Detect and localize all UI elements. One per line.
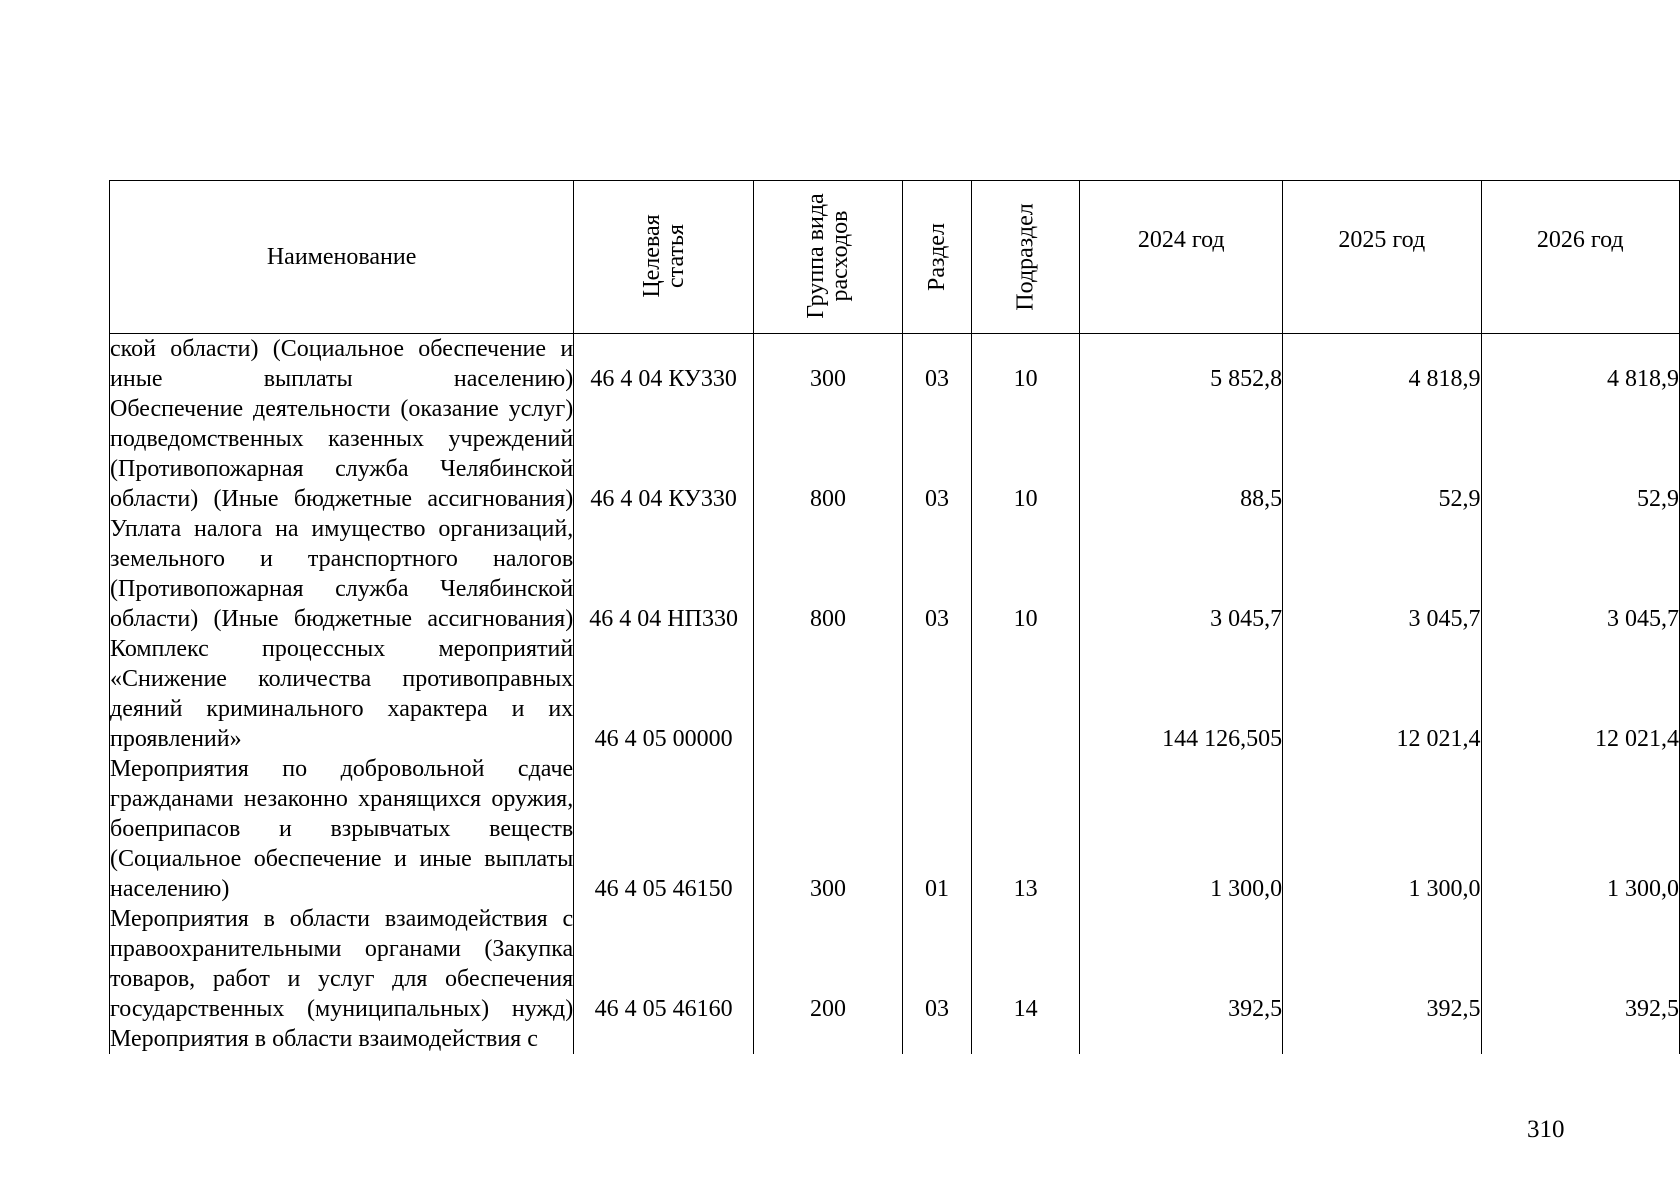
row-expense-group: 800 (754, 394, 903, 514)
row-subsection: 14 (971, 904, 1079, 1024)
header-expense-group-label: Группа вида расходов (803, 192, 854, 319)
table-row (110, 904, 1680, 1024)
header-year-2026: 2026 год (1481, 181, 1679, 334)
page-number: 310 (1527, 1116, 1565, 1143)
row-expense-group: 800 (754, 514, 903, 634)
table-row (110, 394, 1680, 514)
row-amount-2026: 392,5 (1481, 904, 1679, 1024)
row-target-article: 46 4 04 НП330 (574, 514, 754, 634)
row-section: 03 (903, 904, 972, 1024)
row-section (903, 1024, 972, 1054)
row-name: Мероприятия в области взаимодействия с правоохранительными органами (Закупка товаров, работ и услуг для обеспечения государственных (муниципальных) нужд) (110, 906, 574, 1022)
row-subsection: 10 (971, 334, 1079, 395)
row-name: Уплата налога на имущество организаций, земельного и транспортного налогов (Противопожарная служба Челябинской области) (Иные бюджетные ассигнования) (110, 516, 574, 632)
row-amount-2025 (1283, 1024, 1481, 1054)
row-subsection: 10 (971, 394, 1079, 514)
row-amount-2024: 5 852,8 (1080, 334, 1283, 395)
row-subsection: 13 (971, 754, 1079, 904)
table-row (110, 634, 1680, 754)
header-row (110, 181, 1680, 334)
row-expense-group: 300 (754, 334, 903, 395)
row-section: 03 (903, 514, 972, 634)
header-section-label: Раздел (923, 223, 950, 291)
row-expense-group (754, 1024, 903, 1054)
row-amount-2025: 12 021,4 (1283, 634, 1481, 754)
budget-table (109, 180, 1680, 1054)
row-amount-2026: 1 300,0 (1481, 754, 1679, 904)
row-target-article: 46 4 05 46150 (574, 754, 754, 904)
row-target-article: 46 4 05 46160 (574, 904, 754, 1024)
row-amount-2026: 12 021,4 (1481, 634, 1679, 754)
header-section (903, 181, 972, 334)
row-subsection (971, 1024, 1079, 1054)
row-section (903, 634, 972, 754)
row-amount-2025: 1 300,0 (1283, 754, 1481, 904)
row-amount-2026: 52,9 (1481, 394, 1679, 514)
header-subsection (971, 181, 1079, 334)
row-amount-2026: 3 045,7 (1481, 514, 1679, 634)
row-amount-2024: 1 300,0 (1080, 754, 1283, 904)
row-subsection (971, 634, 1079, 754)
row-expense-group: 200 (754, 904, 903, 1024)
row-name: Мероприятия по добровольной сдаче гражданами незаконно хранящихся оружия, боеприпасов и взрывчатых веществ (Социальное обеспечение и иные выплаты населению) (110, 756, 574, 902)
table-row (110, 334, 1680, 395)
row-amount-2024: 88,5 (1080, 394, 1283, 514)
row-amount-2025: 3 045,7 (1283, 514, 1481, 634)
row-target-article: 46 4 04 КУ330 (574, 394, 754, 514)
header-target-article (574, 181, 754, 334)
row-target-article: 46 4 04 КУ330 (574, 334, 754, 395)
row-section: 01 (903, 754, 972, 904)
row-amount-2025: 392,5 (1283, 904, 1481, 1024)
row-expense-group (754, 634, 903, 754)
header-target-article-label: Целевая статья (638, 213, 689, 298)
row-amount-2024 (1080, 1024, 1283, 1054)
row-amount-2024: 144 126,505 (1080, 634, 1283, 754)
row-amount-2026: 4 818,9 (1481, 334, 1679, 395)
header-year-2024: 2024 год (1080, 181, 1283, 334)
header-name: Наименование (110, 181, 574, 334)
row-target-article: 46 4 05 00000 (574, 634, 754, 754)
row-section: 03 (903, 334, 972, 395)
table-row (110, 754, 1680, 904)
row-amount-2026 (1481, 1024, 1679, 1054)
header-year-2025: 2025 год (1283, 181, 1481, 334)
row-expense-group: 300 (754, 754, 903, 904)
row-name: Мероприятия в области взаимодействия с (110, 1024, 574, 1054)
row-amount-2024: 3 045,7 (1080, 514, 1283, 634)
header-subsection-label: Подраздел (1012, 203, 1039, 311)
row-amount-2024: 392,5 (1080, 904, 1283, 1024)
row-subsection: 10 (971, 514, 1079, 634)
row-amount-2025: 52,9 (1283, 394, 1481, 514)
header-expense-group (754, 181, 903, 334)
row-name: Обеспечение деятельности (оказание услуг) подведомственных казенных учреждений (Противопожарная служба Челябинской области) (Иные бюджетные ассигнования) (110, 396, 574, 512)
table-row (110, 1024, 1680, 1054)
row-target-article (574, 1024, 754, 1054)
row-name: Комплекс процессных мероприятий «Снижение количества противоправных деяний криминального характера и их проявлений» (110, 636, 574, 752)
row-section: 03 (903, 394, 972, 514)
row-amount-2025: 4 818,9 (1283, 334, 1481, 395)
row-name: ской области) (Социальное обеспечение и иные выплаты населению) (110, 334, 574, 395)
table-row (110, 514, 1680, 634)
